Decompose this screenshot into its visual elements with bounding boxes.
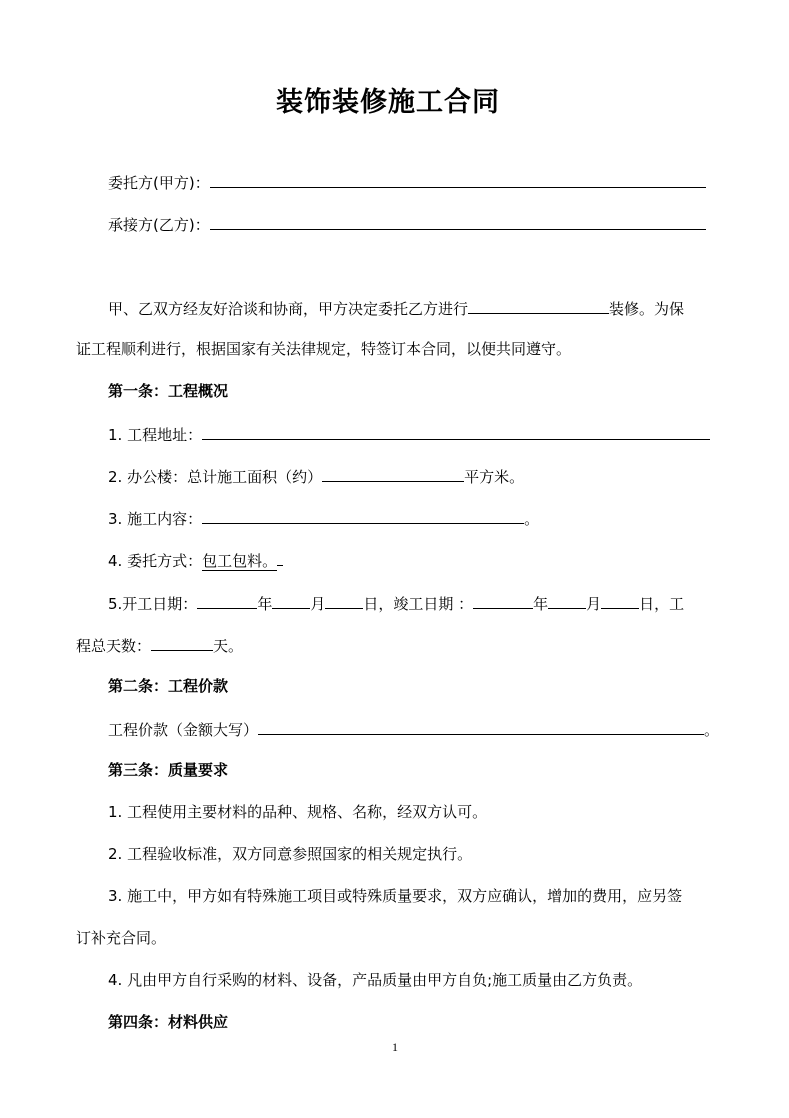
construction-content-blank[interactable] — [202, 507, 524, 524]
start-year-blank[interactable] — [197, 592, 257, 609]
commission-method-value: 包工包料。 — [202, 552, 278, 570]
intro-text-suffix: 装修。为保 — [609, 300, 685, 318]
start-day-blank[interactable] — [325, 592, 363, 609]
end-day-unit: 日，工 — [639, 595, 685, 613]
commission-method-row — [108, 549, 283, 571]
quality-item-1: 1. 工程使用主要材料的品种、规格、名称，经双方认可。 — [108, 803, 488, 821]
article-4-heading: 第四条：材料供应 — [108, 1013, 229, 1031]
intro-line-1 — [108, 297, 684, 319]
quality-item-4: 4. 凡由甲方自行采购的材料、设备，产品质量由甲方自负;施工质量由乙方负责。 — [108, 971, 643, 989]
commission-method-tail — [277, 549, 283, 566]
end-year-blank[interactable] — [473, 592, 533, 609]
party-a-blank[interactable] — [210, 171, 706, 188]
project-price-label: 工程价款（金额大写） — [108, 721, 259, 739]
construction-area-row — [108, 465, 524, 487]
document-title: 装饰装修施工合同 — [276, 87, 500, 118]
party-a-row — [108, 171, 706, 193]
article-1-heading: 第一条：工程概况 — [108, 382, 229, 400]
start-month-blank[interactable] — [272, 592, 310, 609]
end-month-blank[interactable] — [548, 592, 586, 609]
end-year-unit: 年 — [533, 595, 549, 613]
project-price-period: 。 — [704, 721, 720, 739]
project-address-blank[interactable] — [202, 423, 710, 440]
total-days-blank[interactable] — [151, 634, 213, 651]
total-days-label: 程总天数： — [76, 637, 152, 655]
intro-text-prefix: 甲、乙双方经友好洽谈和协商，甲方决定委托乙方进行 — [108, 300, 469, 318]
start-month-unit: 月 — [310, 595, 326, 613]
total-days-unit: 天。 — [213, 637, 244, 655]
end-month-unit: 月 — [586, 595, 602, 613]
project-price-blank[interactable] — [258, 718, 704, 735]
construction-content-row — [108, 507, 539, 529]
intro-line-2: 证工程顺利进行，根据国家有关法律规定，特签订本合同，以便共同遵守。 — [76, 340, 572, 358]
article-3-heading: 第三条：质量要求 — [108, 761, 229, 779]
end-day-blank[interactable] — [601, 592, 639, 609]
project-price-row — [108, 718, 719, 740]
party-a-label: 委托方(甲方)： — [108, 174, 210, 192]
decoration-type-blank[interactable] — [468, 297, 609, 314]
project-address-row — [108, 423, 710, 445]
party-b-row — [108, 213, 706, 235]
quality-item-3-line-1: 3. 施工中，甲方如有特殊施工项目或特殊质量要求，双方应确认，增加的费用，应另签 — [108, 887, 683, 905]
party-b-label: 承接方(乙方)： — [108, 216, 210, 234]
quality-item-2: 2. 工程验收标准，双方同意参照国家的相关规定执行。 — [108, 845, 473, 863]
commission-method-label: 4. 委托方式： — [108, 552, 203, 570]
project-address-label: 1. 工程地址： — [108, 426, 203, 444]
construction-content-label: 3. 施工内容： — [108, 510, 203, 528]
party-b-blank[interactable] — [210, 213, 706, 230]
page-number: 1 — [392, 1040, 398, 1054]
construction-content-period: 。 — [524, 510, 540, 528]
construction-area-blank[interactable] — [322, 465, 464, 482]
start-date-label: 5.开工日期： — [108, 595, 198, 613]
completion-date-label: 日，竣工日期 ： — [363, 595, 474, 613]
schedule-row — [108, 592, 684, 614]
start-year-unit: 年 — [257, 595, 273, 613]
article-2-heading: 第二条：工程价款 — [108, 677, 229, 695]
construction-area-unit: 平方米。 — [464, 468, 525, 486]
quality-item-3-line-2: 订补充合同。 — [76, 929, 167, 947]
total-days-row — [76, 634, 243, 656]
construction-area-label: 2. 办公楼：总计施工面积（约） — [108, 468, 323, 486]
